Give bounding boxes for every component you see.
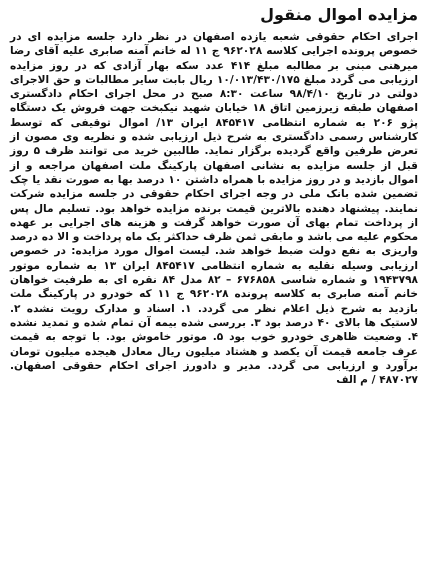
notice-title: مزایده اموال منقول	[260, 5, 418, 24]
notice-body: اجرای احکام حقوقی شعبه یازده اصفهان در نظر دارد جلسه مزایده ای در خصوص پرونده اجرایی کلاسه ۹۶۲۰۲۸ ج ۱۱ له خانم آمنه صابری علیه آقای رضا میرهنی مبنی بر مطالبه مبلغ ۴۱۴ عدد سکه بهار آزادی که در روز مزایده ارزیابی می گردد مبلغ ۱۰/۰۱۳/۴۳۰/۱۷۵ ریال بابت سایر مطالبات و حق الاجرای دولتی در تاریخ ۹۸/۴/۱۰ ساعت ۸:۳۰ صبح در محل اجرای احکام دادگستری اصفهان طبقه زیرزمین اتاق ۱۸ خیابان شهید نیکبخت جهت فروش یک دستگاه پژو ۲۰۶ به شماره انتظامی ۸۴۵۴۱۷ ایران ۱۳/ اموال توقیفی که توسط کارشناس رسمی دادگستری به شرح ذیل ارزیابی شده و نظریه وی مصون از تعرض طرفین واقع گردیده برگزار نماید. طالبین خرید می توانند ظرف ۵ روز قبل از جلسه مزایده به نشانی اصفهان پارکینگ ملت اصفهان مراجعه و از اموال بازدید و در روز مزایده با همراه داشتن ۱۰ درصد بها به صورت نقد یا چک تضمین شده بانک ملی در وجه اجرای احکام حقوقی در جلسه مزایده شرکت نمایند. پیشنهاد دهنده بالاترین قیمت برنده مزایده خواهد بود. تسلیم مال پس از پرداخت تمام بهای آن صورت خواهد گرفت و هزینه های اجرایی بر عهده محکوم علیه می باشد و مابقی ثمن ظرف حداکثر یک ماه پرداخت و الا ده درصد واریزی به نفع دولت ضبط خواهد شد. لیست اموال مورد مزایده: در خصوص ارزیابی وسیله نقلیه به شماره انتظامی ۸۴۵۴۱۷ ایران ۱۳ به شماره موتور ۱۹۴۳۷۹۸ و شماره شاسی ۶۷۶۸۵۸ – ۸۲ مدل ۸۴ نقره ای به طرفیت خواهان خانم آمنه صابری به کلاسه پرونده ۹۶۲۰۲۸ ج ۱۱ که خودرو در پارکینگ ملت بازدید به شرح ذیل اعلام نظر می گردد. ۱. اسناد و مدارک رویت نشده ۲. لاستیک ها بالای ۴۰ درصد بود ۳. بررسی شده بیمه آن تمام شده و تمدید نشده ۴. وضعیت ظاهری خودرو خوب بود ۵. موتور خاموش بود. با توجه به قیمت عرف جامعه قیمت آن یکصد و هشتاد میلیون ریال معادل هیجده میلیون تومان برآورد و ارزیابی می گردد. مدیر و دادورز اجرای احکام حقوقی اصفهان. ۴۸۷۰۲۷ / م الف	[10, 31, 419, 387]
notice-clipping	[8, 4, 418, 565]
